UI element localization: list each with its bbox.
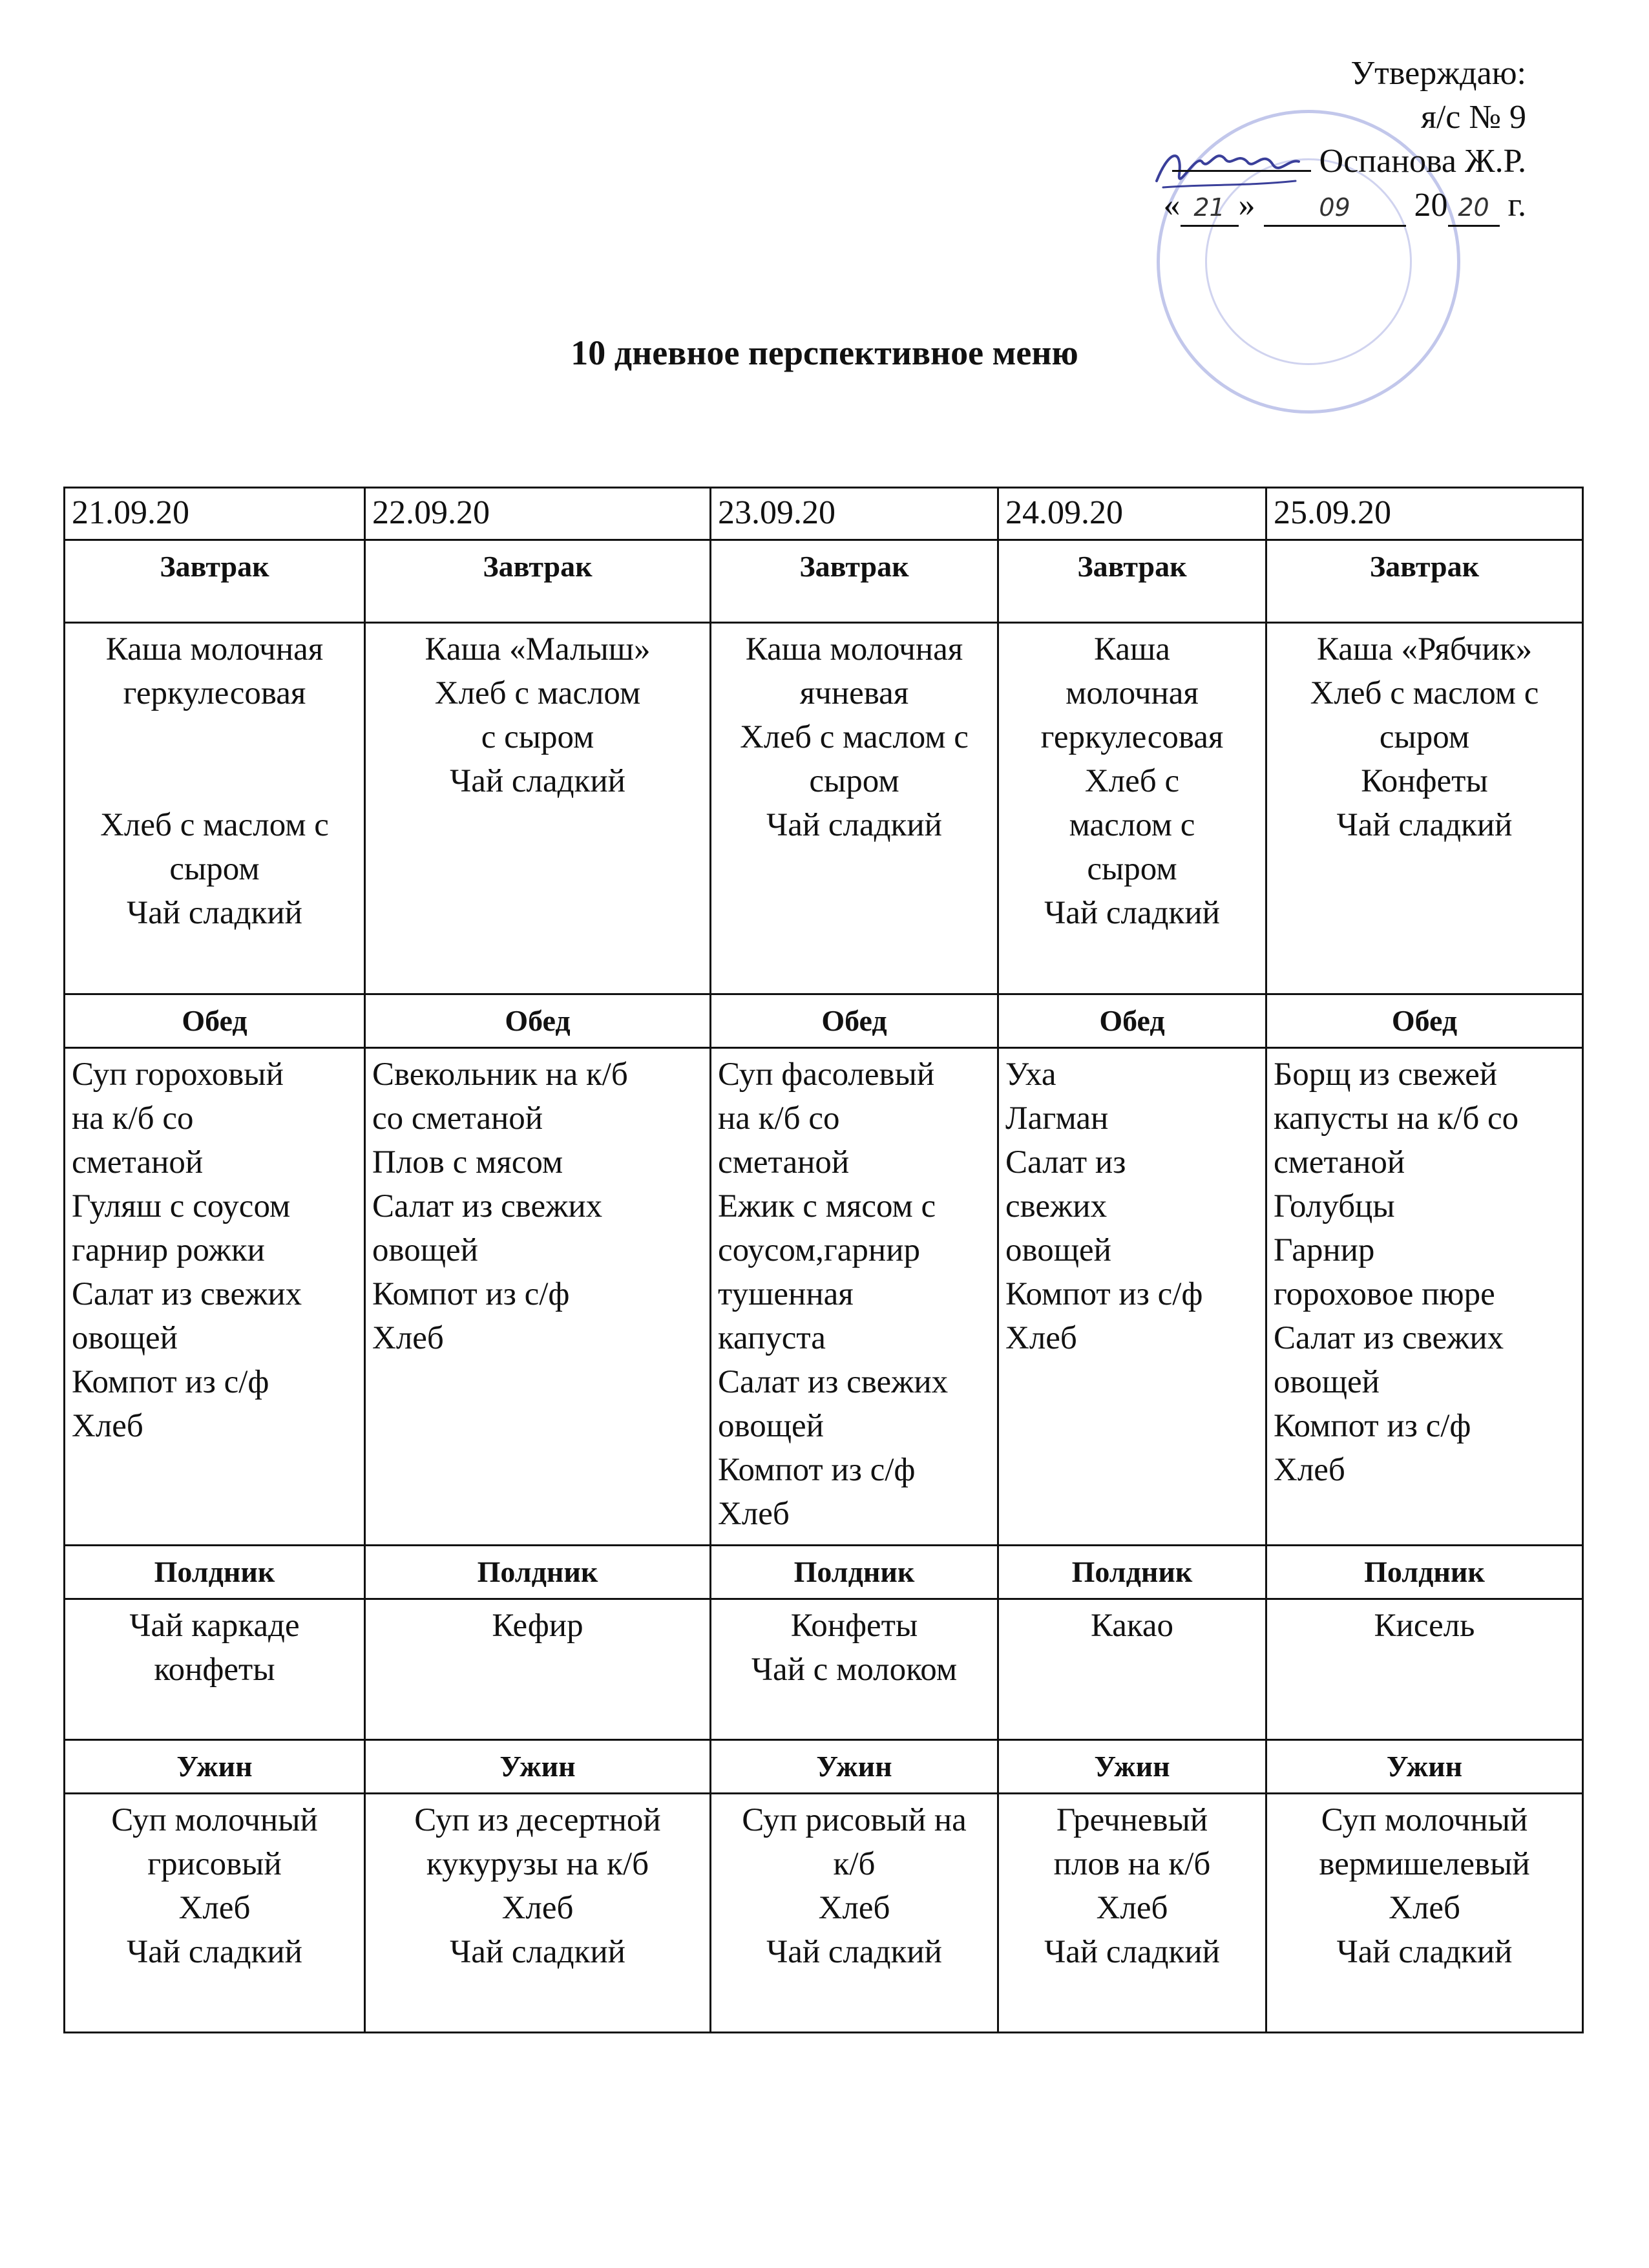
snack-row: [65, 1599, 1583, 1740]
menu-cell: Гречневый плов на к/б Хлеб Чай сладкий: [998, 1794, 1266, 2033]
meal-label: Ужин: [1266, 1740, 1583, 1794]
menu-cell: Кисель: [1266, 1599, 1583, 1740]
lunch-header-row: [65, 994, 1583, 1048]
meal-label: Завтрак: [365, 540, 711, 623]
menu-cell: Свекольник на к/б со сметаной Плов с мясом Салат из свежих овощей Компот из с/ф Хлеб: [365, 1048, 711, 1546]
meal-label: Обед: [998, 994, 1266, 1048]
menu-cell: Суп из десертной кукурузы на к/б Хлеб Чай сладкий: [365, 1794, 711, 2033]
approval-date-year: 20: [1448, 190, 1500, 227]
menu-cell: Каша молочная ячневая Хлеб с маслом с сыром Чай сладкий: [711, 623, 998, 994]
approval-year-prefix: 20: [1414, 187, 1448, 224]
breakfast-row: [65, 623, 1583, 994]
meal-label: Обед: [1266, 994, 1583, 1048]
approval-block: [1074, 52, 1526, 227]
meal-label: Ужин: [365, 1740, 711, 1794]
meal-label: Завтрак: [711, 540, 998, 623]
menu-cell: Каша молочная геркулесовая Хлеб с маслом с сыром Чай сладкий: [65, 623, 365, 994]
dinner-header-row: [65, 1740, 1583, 1794]
lunch-row: [65, 1048, 1583, 1546]
meal-label: Полдник: [65, 1546, 365, 1599]
snack-header-row: [65, 1546, 1583, 1599]
menu-cell: Суп молочный грисовый Хлеб Чай сладкий: [65, 1794, 365, 2033]
meal-label: Завтрак: [65, 540, 365, 623]
menu-cell: Кефир: [365, 1599, 711, 1740]
approval-name: Оспанова Ж.Р.: [1319, 143, 1526, 180]
meal-label: Ужин: [65, 1740, 365, 1794]
meal-label: Полдник: [711, 1546, 998, 1599]
menu-cell: Каша молочная геркулесовая Хлеб с маслом с сыром Чай сладкий: [998, 623, 1266, 994]
meal-label: Полдник: [998, 1546, 1266, 1599]
breakfast-header-row: [65, 540, 1583, 623]
approval-date-day: 21: [1181, 190, 1239, 227]
date-cell: 23.09.20: [711, 488, 998, 540]
meal-label: Ужин: [711, 1740, 998, 1794]
meal-label: Завтрак: [998, 540, 1266, 623]
meal-label: Полдник: [365, 1546, 711, 1599]
meal-label: Полдник: [1266, 1546, 1583, 1599]
menu-cell: Каша «Рябчик» Хлеб с маслом с сыром Конфеты Чай сладкий: [1266, 623, 1583, 994]
date-cell: 21.09.20: [65, 488, 365, 540]
meal-label: Ужин: [998, 1740, 1266, 1794]
menu-cell: Чай каркаде конфеты: [65, 1599, 365, 1740]
menu-cell: Суп молочный вермишелевый Хлеб Чай сладкий: [1266, 1794, 1583, 2033]
approval-org: я/с № 9: [1420, 99, 1526, 136]
menu-cell: Суп фасолевый на к/б со сметаной Ежик с мясом с соусом,гарнир тушенная капуста Салат из свежих овощей Компот из с/ф Хлеб: [711, 1048, 998, 1546]
dates-row: [65, 488, 1583, 540]
date-cell: 25.09.20: [1266, 488, 1583, 540]
menu-cell: Борщ из свежей капусты на к/б со сметаной Голубцы Гарнир гороховое пюре Салат из свежих овощей Компот из с/ф Хлеб: [1266, 1048, 1583, 1546]
meal-label: Обед: [711, 994, 998, 1048]
dinner-row: [65, 1794, 1583, 2033]
menu-table: [63, 487, 1584, 2033]
menu-cell: Каша «Малыш» Хлеб с маслом с сыром Чай сладкий: [365, 623, 711, 994]
menu-cell: Уха Лагман Салат из свежих овощей Компот из с/ф Хлеб: [998, 1048, 1266, 1546]
date-cell: 22.09.20: [365, 488, 711, 540]
date-cell: 24.09.20: [998, 488, 1266, 540]
meal-label: Завтрак: [1266, 540, 1583, 623]
meal-label: Обед: [65, 994, 365, 1048]
menu-cell: Суп рисовый на к/б Хлеб Чай сладкий: [711, 1794, 998, 2033]
approval-title: Утверждаю:: [1350, 55, 1526, 92]
meal-label: Обед: [365, 994, 711, 1048]
menu-cell: Суп гороховый на к/б со сметаной Гуляш с соусом гарнир рожки Салат из свежих овощей Компот из с/ф Хлеб: [65, 1048, 365, 1546]
page-title: 10 дневное перспективное меню: [571, 333, 1078, 372]
approval-date: « 21 » 09 20 20 г.: [1074, 184, 1526, 227]
approval-date-month: 09: [1264, 190, 1406, 227]
menu-cell: Какао: [998, 1599, 1266, 1740]
menu-cell: Конфеты Чай с молоком: [711, 1599, 998, 1740]
